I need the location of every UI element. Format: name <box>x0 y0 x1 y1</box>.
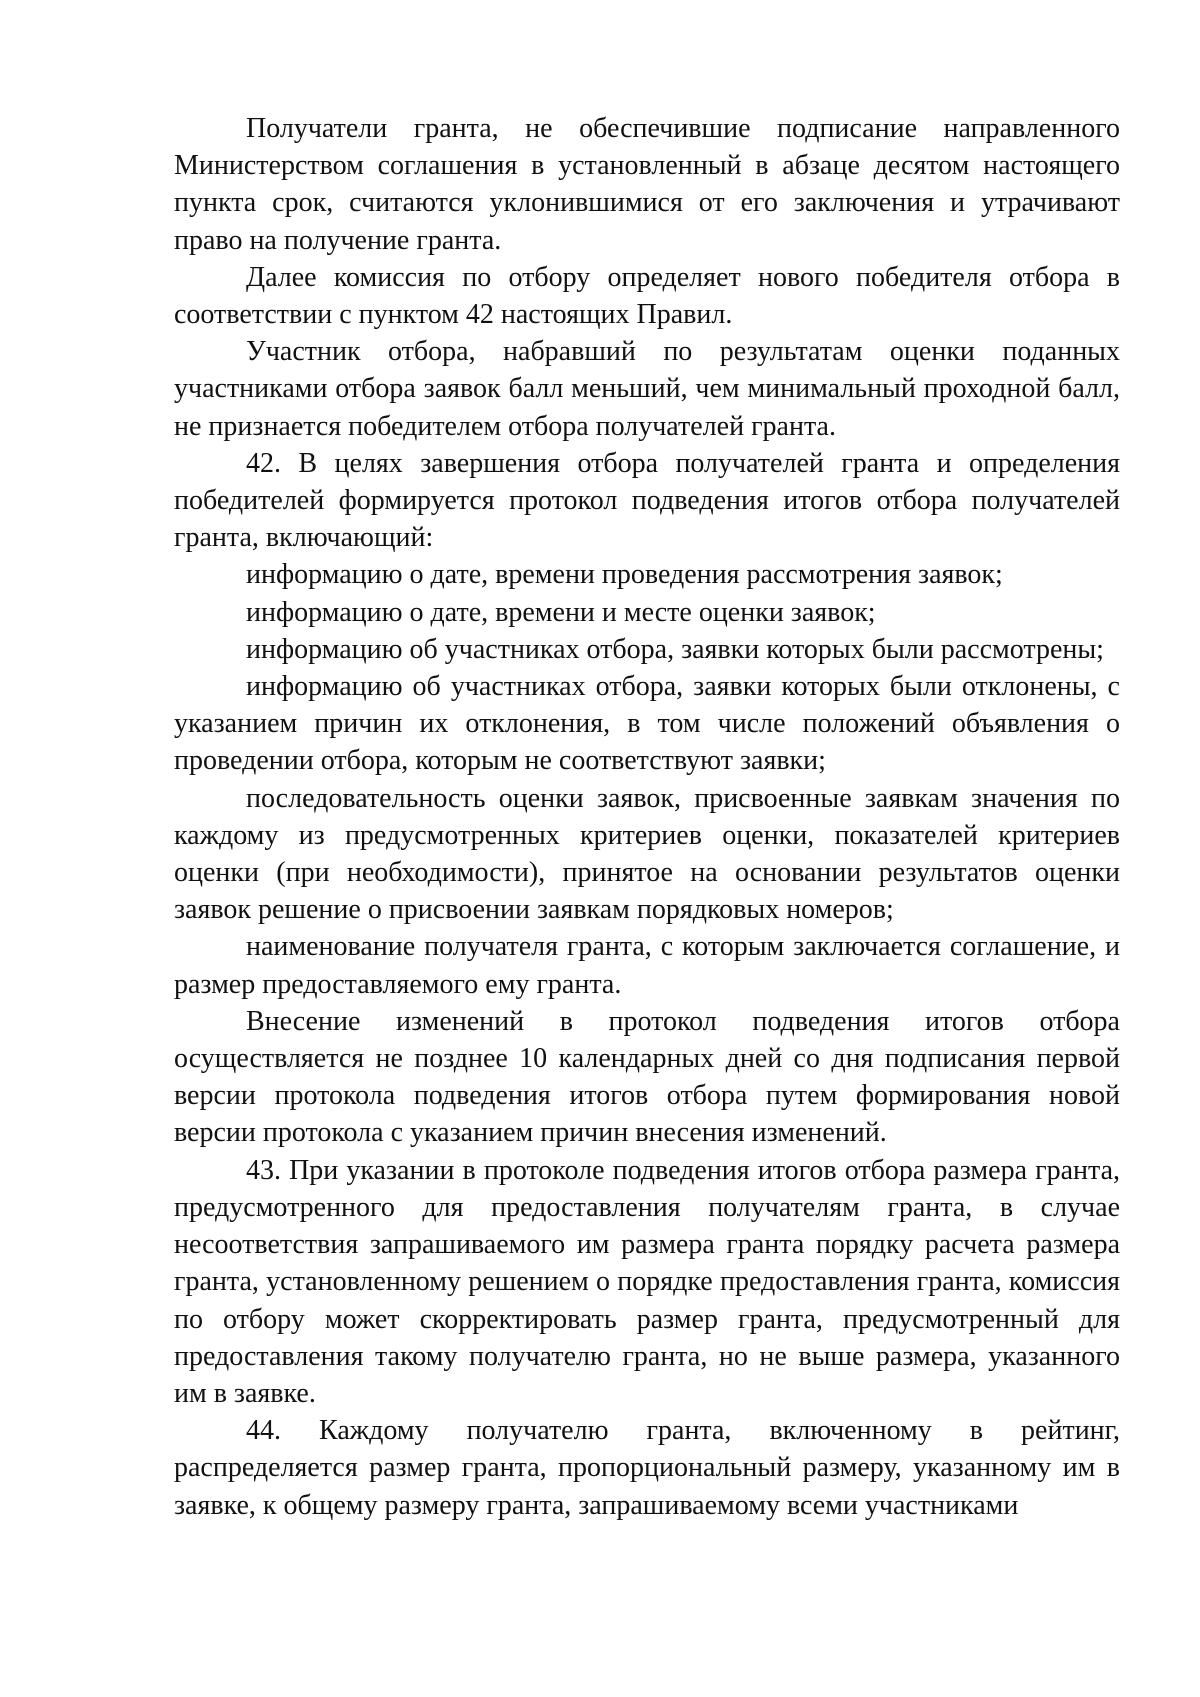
paragraph-44: 44. Каждому получателю гранта, включенному в рейтинг, распределяется размер гранта, пропорциональный размеру, указанному им в заявке, к общему размеру гранта, запрашиваемому всеми участниками <box>174 1415 1120 1521</box>
paragraph-42: 42. В целях завершения отбора получателей гранта и определения победителей формируется протокол подведения итогов отбора получателей гранта, включающий: <box>174 447 1120 554</box>
paragraph-2: Далее комиссия по отбору определяет нового победителя отбора в соответствии с пунктом 42 настоящих Правил. <box>174 261 1120 331</box>
paragraph-protocol-changes: Внесение изменений в протокол подведения итогов отбора осуществляется не позднее 10 календарных дней со дня подписания первой версии протокола подведения итогов отбора путем формирования новой версии протокола с указанием причин внесения изменений. <box>174 1005 1120 1149</box>
list-item-dates-evaluation: информацию о дате, времени и месте оценки заявок; <box>246 596 876 628</box>
paragraph-1: Получатели гранта, не обеспечившие подписание направленного Министерством соглашения в установленный в абзаце десятом настоящего пункта срок, считаются уклонившимися от его заключения и утрачивают право на получение гранта. <box>174 113 1120 256</box>
list-item-recipient-name: наименование получателя гранта, с которым заключается соглашение, и размер предоставляемого ему гранта. <box>174 931 1120 1000</box>
list-item-reviewed-participants: информацию об участниках отбора, заявки которых были рассмотрены; <box>246 633 1104 665</box>
list-item-evaluation-sequence: последовательность оценки заявок, присвоенные заявкам значения по каждому из предусмотренных критериев оценки, показателей критериев оценки (при необходимости), принятое на основании результатов оценки заявок решение о присвоении заявкам порядковых номеров; <box>174 782 1120 926</box>
paragraph-3: Участник отбора, набравший по результатам оценки поданных участниками отбора заявок балл меньший, чем минимальный проходной балл, не признается победителем отбора получателей гранта. <box>174 336 1120 442</box>
document-page <box>174 110 1120 1524</box>
paragraph-43: 43. При указании в протоколе подведения итогов отбора размера гранта, предусмотренного для предоставления получателям гранта, в случае несоответствия запрашиваемого им размера гранта порядку расчета размера гранта, установленному решением о порядке предоставления гранта, комиссия по отбору может скорректировать размер гранта, предусмотренный для предоставления такому получателю гранта, но не выше размера, указанного им в заявке. <box>174 1154 1120 1409</box>
list-item-rejected-participants: информацию об участниках отбора, заявки которых были отклонены, с указанием причин их отклонения, в том числе положений объявления о проведении отбора, которым не соответствуют заявки; <box>174 671 1120 777</box>
list-item-dates-review: информацию о дате, времени проведения рассмотрения заявок; <box>246 559 1003 591</box>
